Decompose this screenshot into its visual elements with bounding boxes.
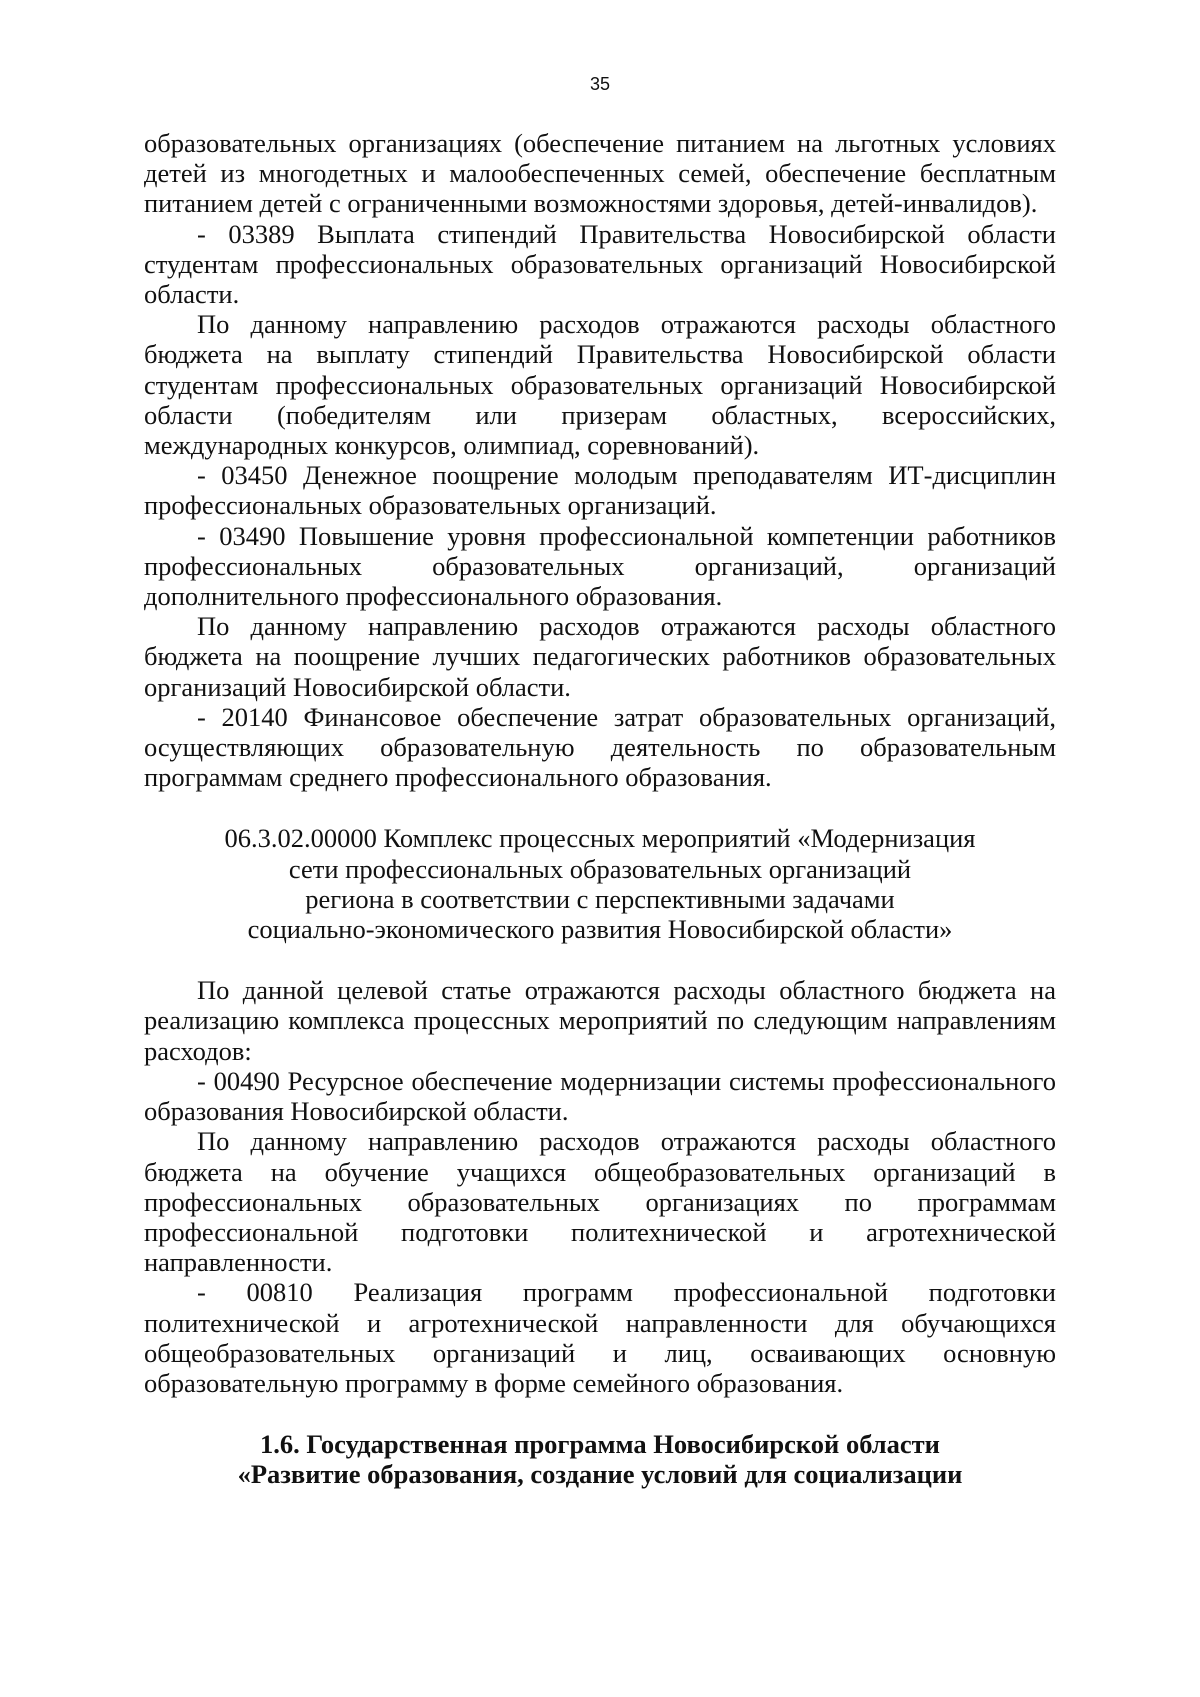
paragraph-item-00490: - 00490 Ресурсное обеспечение модернизации системы профессионального образования Новосибирской области. <box>144 1065 1056 1127</box>
target-article-heading <box>144 823 1056 944</box>
target-article-heading-line: социально-экономического развития Новосибирской области» <box>247 914 953 945</box>
target-article-heading-line: региона в соответствии с перспективными задачами <box>305 883 895 914</box>
paragraph-item-03389: - 03389 Выплата стипендий Правительства Новосибирской области студентам профессиональных образовательных организаций Новосибирской области. <box>144 218 1056 310</box>
section-heading <box>144 1429 1056 1489</box>
target-article-heading-line: 06.3.02.00000 Комплекс процессных мероприятий «Модернизация <box>224 823 976 854</box>
paragraph-description-00490: По данному направлению расходов отражаются расходы областного бюджета на обучение учащихся общеобразовательных организаций в профессиональных образовательных организациях по программам профессиональной подготовки политехнической и агротехнической направленности. <box>144 1126 1056 1278</box>
paragraph-item-03490: - 03490 Повышение уровня профессиональной компетенции работников профессиональных образовательных организаций, организаций дополнительного профессионального образования. <box>144 520 1056 612</box>
paragraph-item-00810: - 00810 Реализация программ профессиональной подготовки политехнической и агротехнической направленности для обучающихся общеобразовательных организаций и лиц, осваивающих основную образовательную программу в форме семейного образования. <box>144 1277 1056 1398</box>
page-number: 35 <box>589 74 611 94</box>
target-article-heading-line: сети профессиональных образовательных организаций <box>288 853 912 884</box>
document-body <box>144 128 1056 1490</box>
section-heading-line: «Развитие образования, создание условий для социализации <box>237 1459 963 1490</box>
paragraph-description-03490: По данному направлению расходов отражаются расходы областного бюджета на поощрение лучших педагогических работников образовательных организаций Новосибирской области. <box>144 611 1056 702</box>
paragraph-item-03450: - 03450 Денежное поощрение молодым преподавателям ИТ-дисциплин профессиональных образовательных организаций. <box>144 460 1056 521</box>
section-heading-line: 1.6. Государственная программа Новосибирской области <box>260 1429 940 1460</box>
paragraph-description-03389: По данному направлению расходов отражаются расходы областного бюджета на выплату стипендий Правительства Новосибирской области студентам профессиональных образовательных организаций Новосибирской области (победителям или призерам областных, всероссийских, международных конкурсов, олимпиад, соревнований). <box>144 309 1056 461</box>
paragraph-target-article-intro: По данной целевой статье отражаются расходы областного бюджета на реализацию комплекса процессных мероприятий по следующим направлениям расходов: <box>144 975 1056 1066</box>
paragraph-continuation: образовательных организациях (обеспечение питанием на льготных условиях детей из многодетных и малообеспеченных семей, обеспечение бесплатным питанием детей с ограниченными возможностями здоровья, детей-инвалидов). <box>144 128 1056 219</box>
paragraph-item-20140: - 20140 Финансовое обеспечение затрат образовательных организаций, осуществляющих образовательную деятельность по образовательным программам среднего профессионального образования. <box>144 701 1056 793</box>
